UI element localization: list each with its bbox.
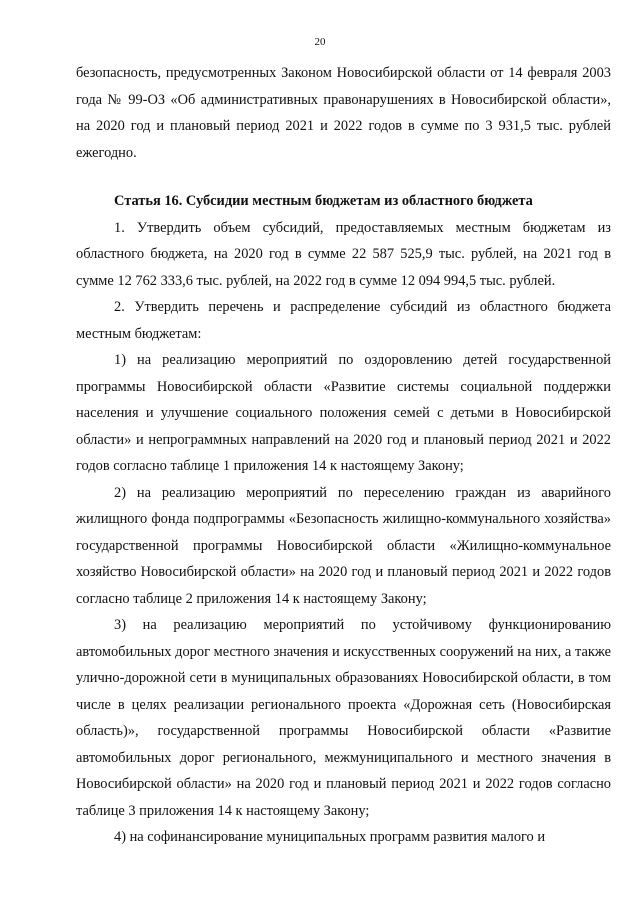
list-item-2: 2) на реализацию мероприятий по переселению граждан из аварийного жилищного фонда подпрограммы «Безопасность жилищно-коммунального хозяйства» государственной программы Новосибирской области «Жилищно-коммунальное хозяйство Новосибирской области» на 2020 год и плановый период 2021 и 2022 годов согласно таблице 2 приложения 14 к настоящему Закону; — [76, 484, 611, 607]
list-item-4: 4) на софинансирование муниципальных программ развития малого и — [114, 829, 546, 845]
paragraph-item-1: 1. Утвердить объем субсидий, предоставляемых местным бюджетам из областного бюджета, на 2020 год в сумме 22 587 525,9 тыс. рублей, на 2021 год в сумме 12 762 333,6 тыс. рублей, на 2022 год в сумме 12 094 994,5 тыс. рублей. — [76, 219, 611, 289]
article-heading: Статья 16. Субсидии местным бюджетам из областного бюджета — [114, 193, 533, 209]
page-number: 20 — [314, 36, 326, 48]
list-item-1: 1) на реализацию мероприятий по оздоровлению детей государственной программы Новосибирской области «Развитие системы социальной поддержки населения и улучшение социального положения семей с детьми в Новосибирской области» и непрограммных направлений на 2020 год и плановый период 2021 и 2022 годов согласно таблице 1 приложения 14 к настоящему Закону; — [76, 352, 611, 474]
paragraph-continuation: безопасность, предусмотренных Законом Новосибирской области от 14 февраля 2003 года № 99-ОЗ «Об административных правонарушениях в Новосибирской области», на 2020 год и плановый период 2021 и 2022 годов в сумме по 3 931,5 тыс. рублей ежегодно. — [76, 65, 611, 161]
paragraph-item-2: 2. Утвердить перечень и распределение субсидий из областного бюджета местным бюджетам: — [76, 299, 611, 342]
list-item-3: 3) на реализацию мероприятий по устойчивому функционированию автомобильных дорог местного значения и искусственных сооружений на них, а также улично-дорожной сети в муниципальных образованиях Новосибирской области, в том числе в целях реализации регионального проекта «Дорожная сеть (Новосибирская область)», государственной программы Новосибирской области «Развитие автомобильных дорог регионального, межмуниципального и местного значения в Новосибирской области» на 2020 год и плановый период 2021 и 2022 годов согласно таблице 3 приложения 14 к настоящему Закону; — [76, 617, 611, 819]
document-body — [76, 60, 611, 851]
